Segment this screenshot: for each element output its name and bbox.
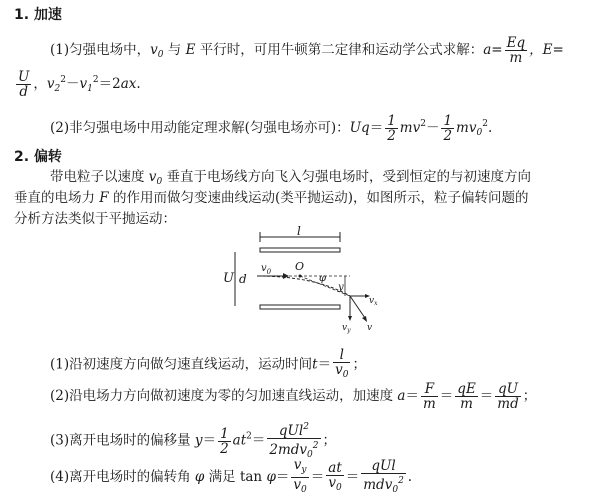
superscript: 2 [246,431,252,442]
symbol-v: v [46,76,55,92]
accel-item-2 [50,114,492,143]
point-O [299,275,302,278]
symbol-v: v [148,169,157,185]
label-phi: φ [319,273,327,284]
subscript: 0 [476,128,483,138]
fraction-angle [361,459,406,497]
deflect-para-line-1 [50,168,531,191]
symbol-mv: mv [456,120,477,136]
numerator: at [328,459,342,476]
text: － [66,76,80,92]
numerator: qE [457,381,476,397]
label-vx: $v_x$ [369,296,378,307]
numerator: 1 [220,425,229,442]
numerator: 1 [443,113,453,129]
top-plate [260,248,340,252]
text: ＝ [405,388,419,404]
section-1-heading [14,6,62,24]
denominator: d [19,84,29,100]
deflect-para-line-2 [14,189,529,207]
symbol-uq: Uq [349,120,370,136]
text: (4)离开电场时的偏转角 [50,469,191,485]
text: ＝ [479,388,494,404]
formula-E: ，E= [529,42,564,58]
subscript: 0 [157,50,164,60]
deflect-item-4 [50,458,412,497]
denominator: md [497,396,519,412]
fraction-qe-over-m [455,382,478,411]
symbol-F: F [99,190,109,206]
fraction-half [441,114,454,143]
text: ＝ [310,469,325,485]
text: ＝2 [98,76,121,92]
section-title: 偏转 [33,149,62,165]
fraction-vy-over-v0 [291,458,308,497]
deflect-para-line-3 [14,210,176,228]
text: (1)匀强电场中， [50,42,151,58]
fraction-l-over-v0 [333,348,350,382]
numerator: qUl$^2$ [267,420,320,439]
text: 平行时，可用牛顿第二定律和运动学公式求解： [199,42,484,58]
numerator: Eq [506,35,526,51]
text: ； [352,356,366,373]
symbol-E: E [185,42,196,58]
bottom-plate [260,305,340,309]
text: ＝ [345,469,360,485]
denominator: mdv$_0^2$ [363,475,404,495]
text: － [425,120,440,136]
denominator: 2 [443,128,453,144]
deflect-item-2 [50,382,536,411]
symbol-y: y [194,432,203,449]
numerator: F [421,382,438,397]
text: (3)离开电场时的偏移量 [50,432,191,449]
label-l: l [297,226,301,238]
numerator: qUl [361,459,406,474]
text: (2)沿电场力方向做初速度为零的匀加速直线运动，加速度 [50,388,394,404]
text: 垂直于电场线方向飞入匀强电场时，受到恒定的与初速度方向 [166,169,531,185]
denominator: $v_0$ [293,477,307,495]
label-O: O [295,260,305,273]
denominator: m [422,396,436,412]
label-v: v [367,323,373,333]
label-d: d [239,272,247,286]
text: ； [322,432,337,449]
text: ＝ [202,432,217,449]
denominator: $v_0$ [335,362,349,380]
section-number: 2. [14,149,30,165]
superscript: 2 [60,75,66,85]
superscript: 2 [92,75,99,85]
text: ， [33,76,47,92]
text: (1)沿初速度方向做匀速直线运动，运动时间 [50,356,313,373]
v-arrowhead [362,316,367,322]
section-title: 加速 [33,7,62,23]
fraction-half [385,114,398,143]
symbol-v: v [79,76,88,92]
denominator: m [460,396,473,412]
section-number: 1. [14,7,30,23]
text: . [487,120,493,136]
fraction-qu-over-md [495,382,520,411]
fraction-half [218,427,231,456]
accel-item-1 [50,36,564,65]
fraction-offset [267,420,320,462]
superscript: 2 [482,119,488,129]
accel-item-1-cont [14,70,141,99]
symbol-phi: φ [266,469,276,485]
deflection-diagram [205,226,395,338]
label-v0: $v_0$ [261,263,272,276]
superscript: 2 [420,119,426,129]
symbol-at: at [232,432,247,449]
text: 分析方法类似于平抛运动： [14,211,176,227]
vy-arrowhead [348,316,352,321]
subscript: 0 [156,177,163,187]
text: ＝ [275,469,290,485]
symbol-v: v [150,42,158,58]
fraction-at-over-v0 [326,461,343,495]
denominator: $v_0$ [328,474,342,493]
fraction-eq-over-m [505,36,528,65]
text: 带电粒子以速度 [50,169,145,185]
label-vy: $v_y$ [342,323,351,334]
text: 垂直的电场力 [14,190,95,206]
numerator: qU [495,382,520,397]
deflect-item-1 [50,348,366,382]
numerator: 1 [387,113,396,129]
symbol-ax: ax [120,76,137,92]
text: ＝ [317,356,332,373]
denominator: 2 [387,128,396,144]
subscript: 1 [87,84,93,94]
section-2-heading [14,148,62,166]
fraction-u-over-d [16,70,31,99]
symbol-t: t [312,356,318,373]
formula-a: a= [483,42,503,58]
v-arrow [350,296,365,318]
deflect-item-3 [50,420,336,462]
symbol-a: a [397,388,406,404]
denominator: m [509,50,523,66]
fraction-f-over-m [421,382,438,411]
denominator: 2mdv$_0^2$ [269,441,319,460]
symbol-mv: mv [399,120,421,136]
numerator: U [18,69,30,85]
label-y: y [338,282,344,293]
trajectory-curve [257,276,350,296]
numerator: l [333,348,350,363]
text: . [136,76,141,92]
text: . [407,469,413,485]
text: ＝ [251,432,266,449]
text: 与 [167,42,182,58]
numerator: $v_y$ [291,458,308,478]
denominator: 2 [220,440,229,457]
subscript: 2 [54,84,61,94]
text: 满足 tan [208,469,263,485]
text: (2)非匀强电场中用动能定理求解(匀强电场亦可)： [50,120,350,136]
text: 的作用而做匀变速曲线运动(类平抛运动)，如图所示，粒子偏转问题的 [112,190,529,206]
label-U: U [223,271,234,286]
symbol-phi: φ [194,469,205,485]
text: ＝ [369,120,384,136]
text: ＝ [439,388,454,404]
text: ； [522,388,537,404]
